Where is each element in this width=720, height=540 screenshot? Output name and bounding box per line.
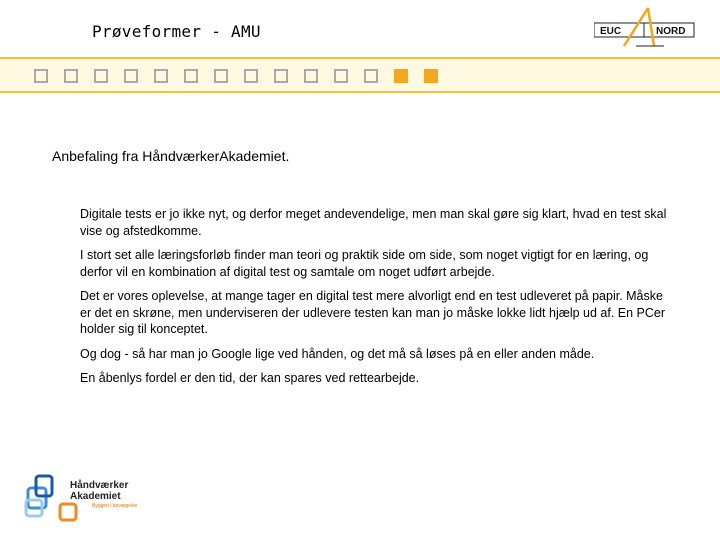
nord-text: NORD xyxy=(656,26,686,37)
band-square xyxy=(214,69,228,83)
euc-text: EUC xyxy=(600,26,622,37)
band-square xyxy=(244,69,258,83)
band-square xyxy=(94,69,108,83)
band-square xyxy=(154,69,168,83)
section-heading: Anbefaling fra HåndværkerAkademiet. xyxy=(52,148,290,164)
logo-wordmark xyxy=(70,480,128,502)
band-square xyxy=(124,69,138,83)
paragraph: I stort set alle læringsforløb finder man teori og praktik side om side, som noget vigtigt for en læring, og derfor vil en kombination af digital test og samtale om noget udført arbejde. xyxy=(80,248,649,279)
logo-line-1: Håndværker xyxy=(70,480,129,491)
paragraph: Digitale tests er jo ikke nyt, og derfor meget andevendelige, men man skal gøre sig klart, hvad en test skal vise og afstedkomme. xyxy=(80,207,667,238)
logo-line-2: Akademiet xyxy=(70,491,121,502)
body-text xyxy=(80,206,670,395)
band-square xyxy=(184,69,198,83)
band-square xyxy=(364,69,378,83)
paragraph: Det er vores oplevelse, at mange tager en digital test mere alvorligt end en test udleveret på papir. Måske er det en skrøne, men underviseren der udlevere testen kan man jo måske lokke lidt hjælp ud af. En PCer holder sig til konceptet. xyxy=(80,289,666,336)
logo-tagline: Byggeri i bevægelse xyxy=(92,503,138,509)
band-square xyxy=(34,69,48,83)
band-square xyxy=(424,69,438,83)
band-square xyxy=(334,69,348,83)
decorative-band xyxy=(0,57,720,93)
paragraph: Og dog - så har man jo Google lige ved hånden, og det må så løses på en eller anden måde. xyxy=(80,346,595,361)
euc-nord-logo xyxy=(594,6,696,48)
paragraph: En åbenlys fordel er den tid, der kan spares ved rettearbejde. xyxy=(80,371,420,385)
band-square xyxy=(304,69,318,83)
slide-title: Prøveformer - AMU xyxy=(92,22,261,41)
band-square xyxy=(274,69,288,83)
band-square xyxy=(64,69,78,83)
band-square xyxy=(394,69,408,83)
